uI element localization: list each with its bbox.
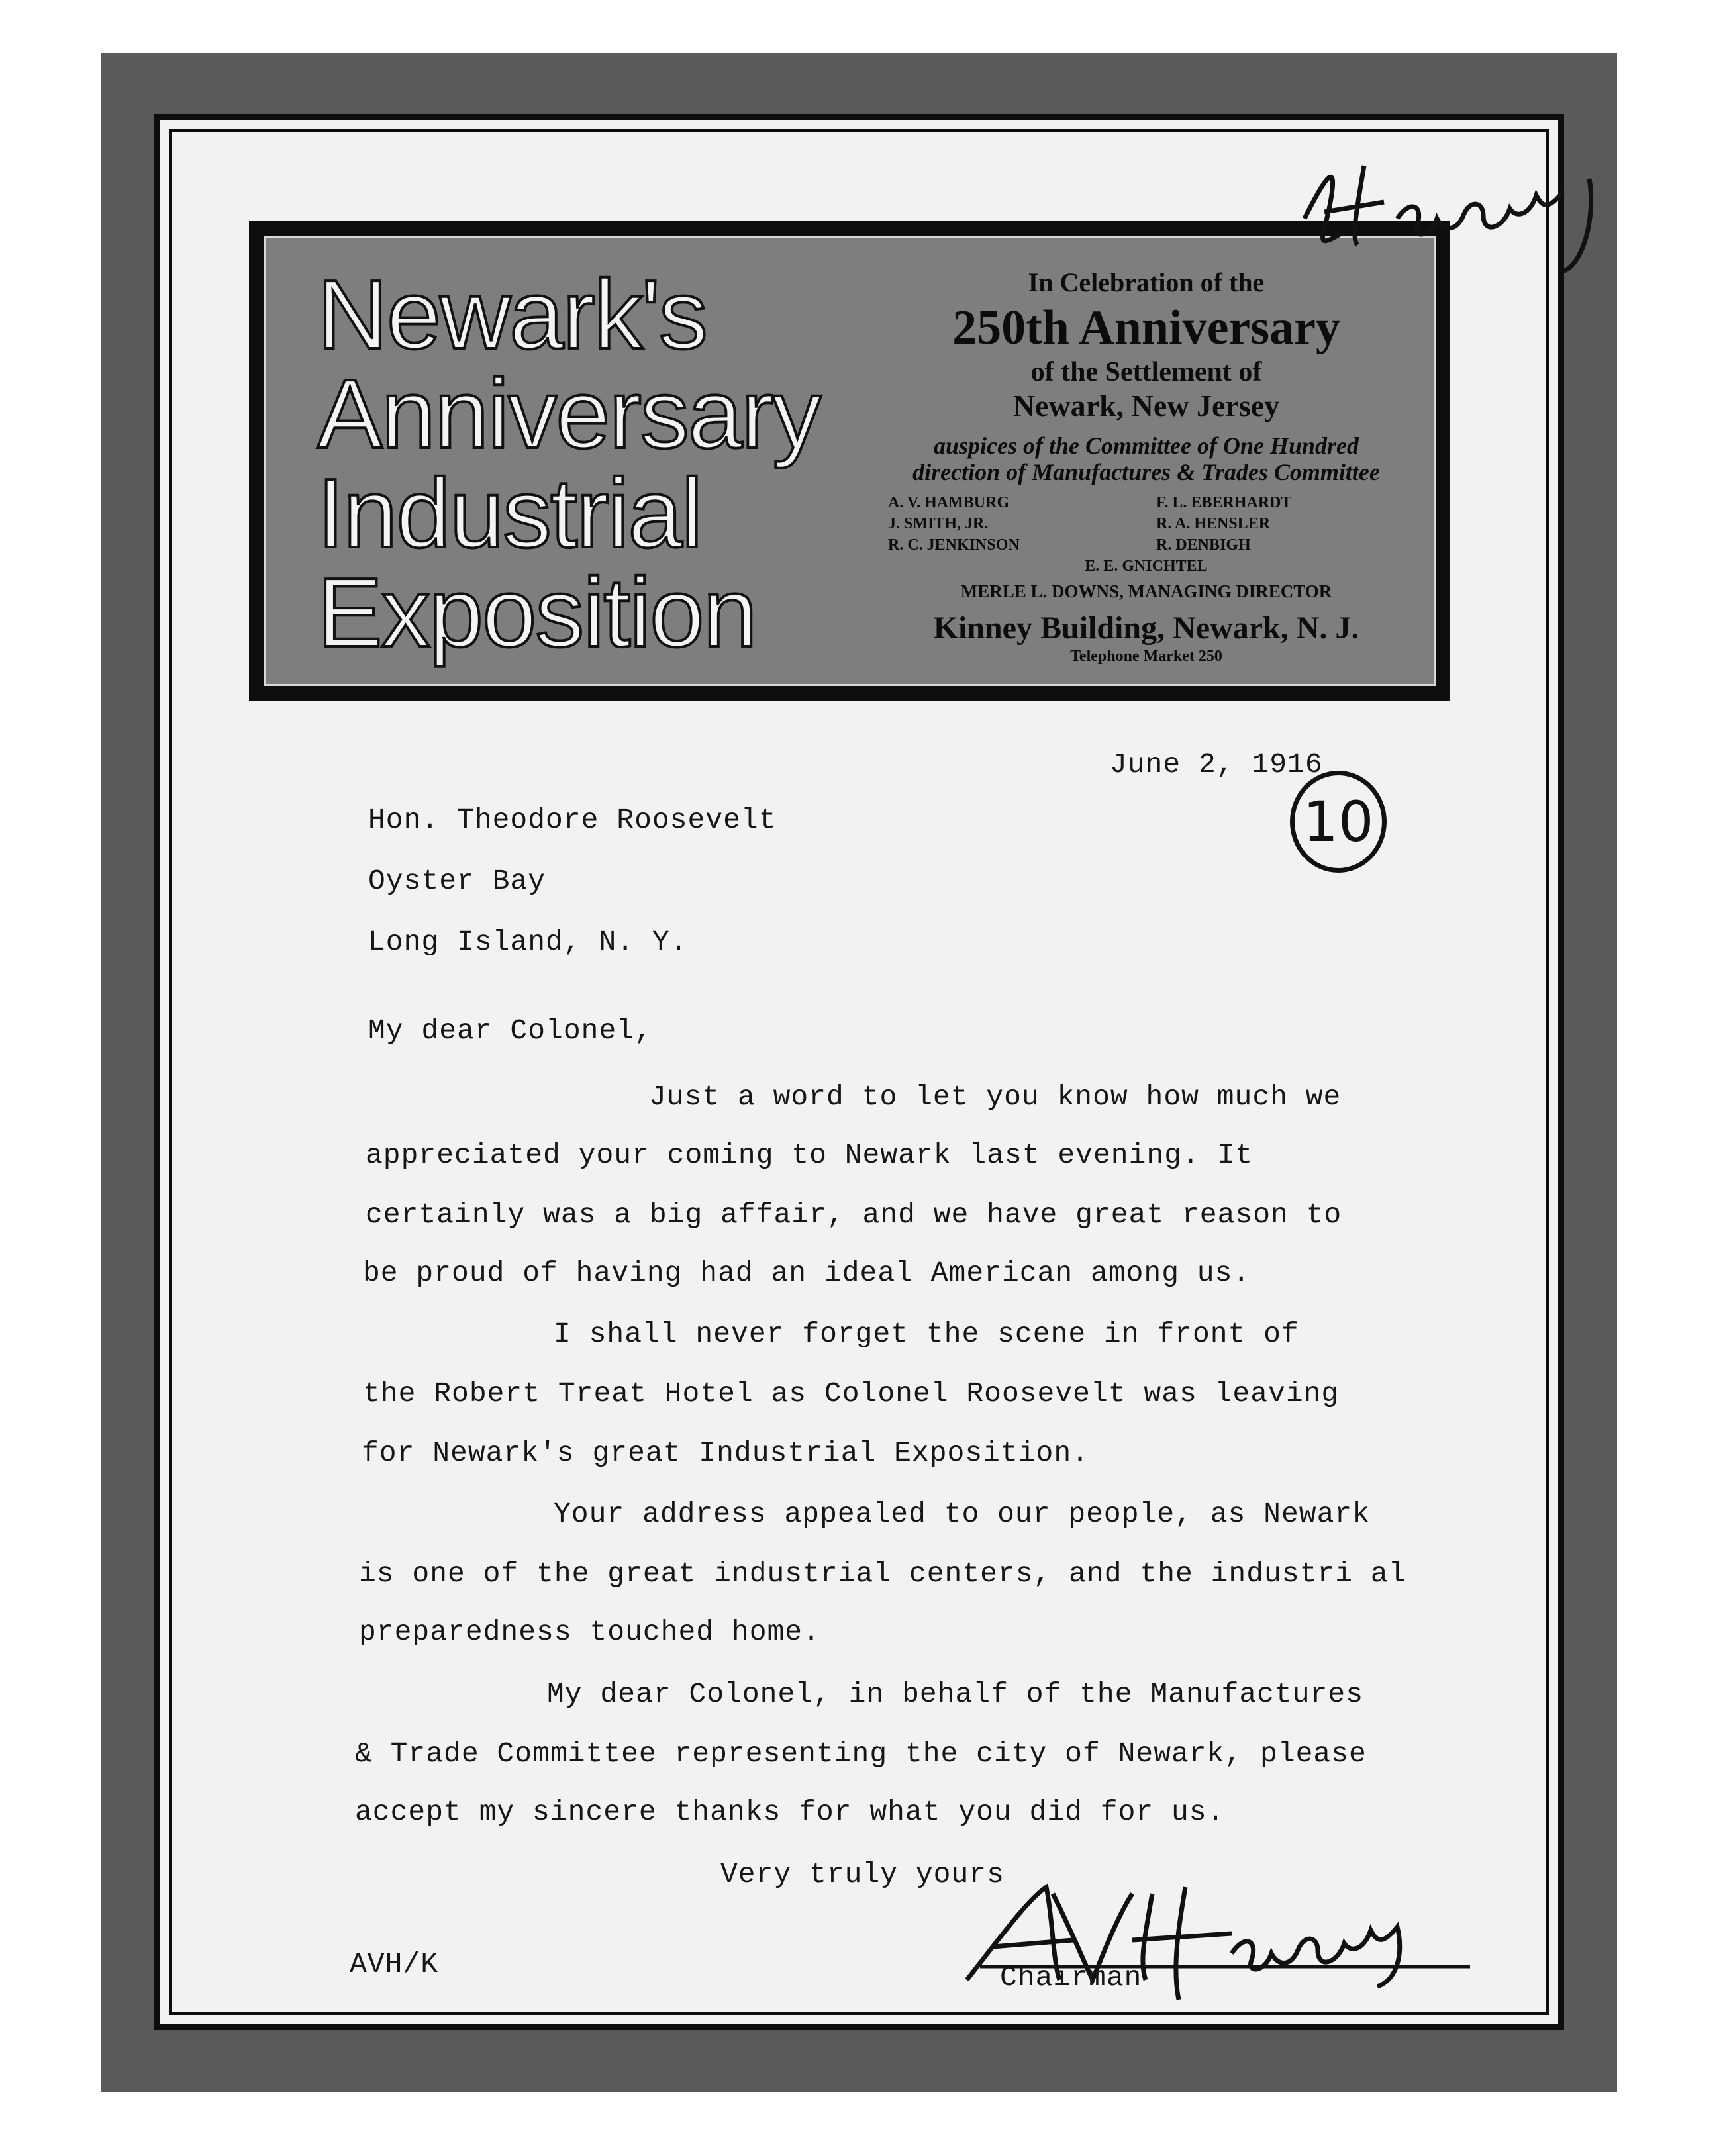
circled-number: 10 [1290,771,1387,873]
body-line: certainly was a big affair, and we have great reason to [366,1199,1342,1231]
letterhead-title [317,260,820,667]
letterhead-panel [264,236,1436,686]
letterhead-phone: Telephone Market 250 [1070,648,1222,665]
title-line: Exposition [317,558,756,667]
place-text: Newark, New Jersey [1012,389,1280,422]
letterhead [249,221,1450,701]
corner-name [1298,126,1330,133]
recipient-line: Long Island, N. Y. [368,926,688,958]
salutation: My dear Colonel, [368,1014,652,1047]
auspices-line: auspices of the Committee of One Hundred [934,432,1359,459]
body-line: Your address appealed to our people, as Newark [554,1498,1370,1530]
body-line: appreciated your coming to Newark last evening. It [366,1139,1254,1171]
committee-members [888,492,1404,577]
title-line: Anniversary [317,360,820,469]
managing-director: MERLE L. DOWNS, MANAGING DIRECTOR [960,581,1332,601]
body-line: & Trade Committee representing the city of Newark, please [355,1738,1367,1770]
letterhead-address: Kinney Building, Newark, N. J. [933,611,1359,646]
committee-member: A. V. HAMBURG [888,494,1010,511]
signature-text [960,1874,1001,1881]
title-line: Newark's [317,260,707,369]
letterhead-details [862,266,1431,665]
anniversary-heading: 250th Anniversary [952,301,1340,355]
body-line: is one of the great industrial centers, and the industri al [359,1557,1406,1590]
signature-icon [954,1867,1497,2026]
committee-member: R. A. HENSLER [1156,515,1271,532]
body-line: be proud of having had an ideal American among us. [363,1257,1251,1289]
title-line: Industrial [317,459,702,568]
body-line: My dear Colonel, in behalf of the Manufactures [547,1678,1363,1710]
celebration-text: In Celebration of the [1028,268,1265,297]
signer-title: Chairman [1000,1961,1142,1994]
body-line: for Newark's great Industrial Exposition. [362,1437,1089,1469]
committee-member: R. C. JENKINSON [888,536,1020,554]
body-line: preparedness touched home. [359,1616,820,1648]
committee-member: E. E. GNICHTEL [1085,558,1208,575]
corner-handwriting-icon [1285,139,1616,285]
closing: Very truly yours [720,1858,1005,1890]
committee-member: J. SMITH, JR. [888,515,989,532]
committee-member: F. L. EBERHARDT [1156,494,1292,511]
body-line: accept my sincere thanks for what you did for us. [355,1796,1225,1828]
body-line: I shall never forget the scene in front of [554,1318,1299,1350]
committee-member: R. DENBIGH [1156,536,1251,554]
settlement-text: of the Settlement of [1030,357,1262,387]
auspices-line: direction of Manufactures & Trades Committee [912,459,1380,485]
letter-date: June 2, 1916 [1110,748,1323,781]
recipient-line: Hon. Theodore Roosevelt [368,804,777,836]
body-line: the Robert Treat Hotel as Colonel Roosevelt was leaving [363,1377,1340,1410]
body-line: Just a word to let you know how much we [649,1081,1342,1113]
typist-initials: AVH/K [350,1948,439,1981]
recipient-line: Oyster Bay [368,865,546,897]
